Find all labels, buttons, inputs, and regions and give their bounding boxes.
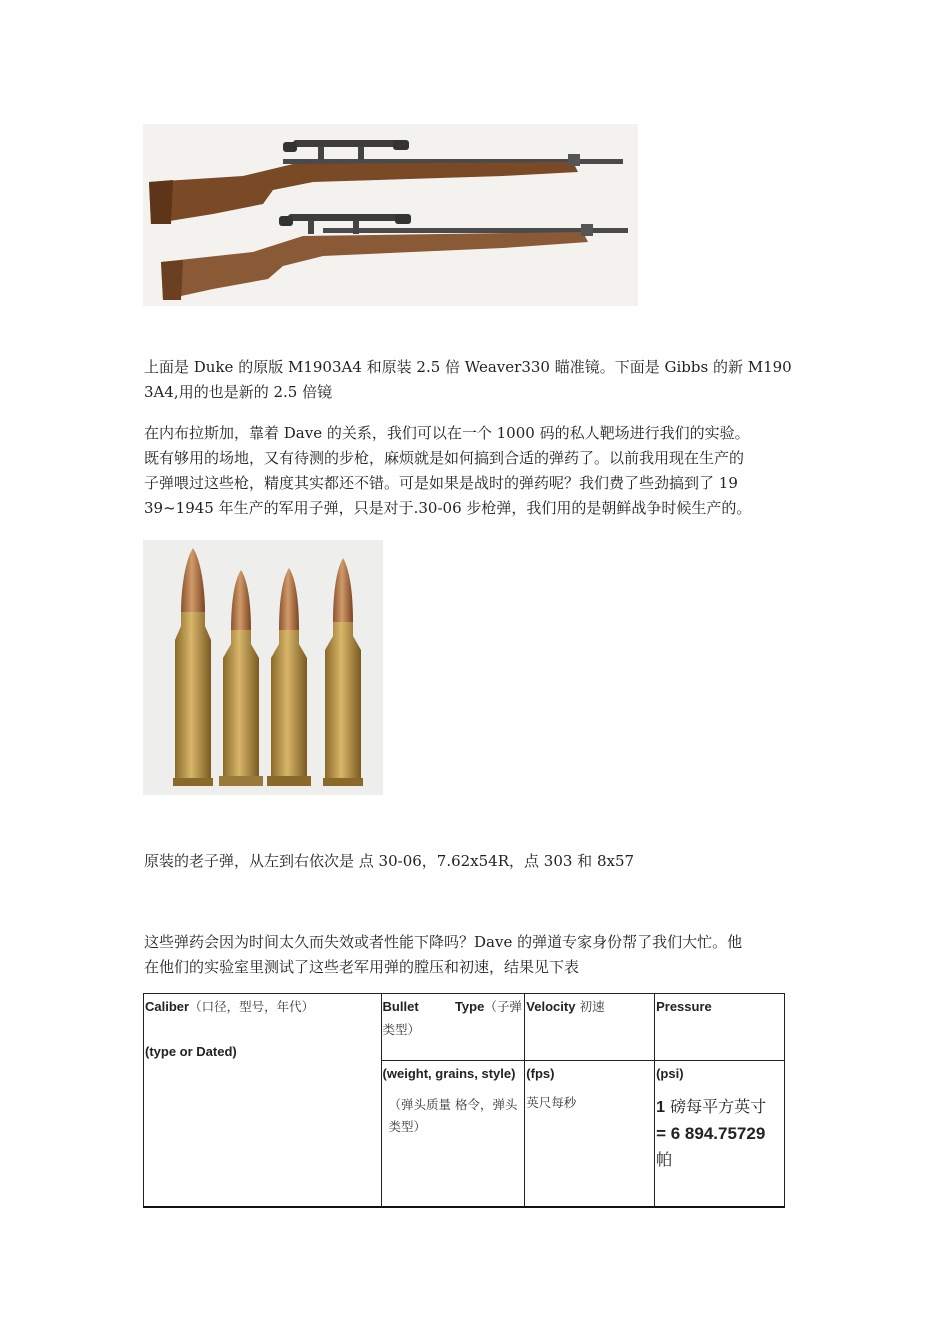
velocity-title-cn: 初速 [579,999,605,1014]
pressure-title: Pressure [656,999,712,1014]
pressure-conversion-value: = 6 894.75729 [656,1124,766,1143]
cartridges-illustration [143,540,383,795]
velocity-title: Velocity [526,999,576,1014]
bullet-title-b: Type [454,999,485,1014]
bullet-header-cell [381,994,525,1061]
caliber-subtitle: (type or Dated) [145,1044,237,1059]
paragraph-1-line-1: 上面是 Duke 的原版 M1903A4 和原装 2.5 倍 Weaver330 瞄准镜。下面是 Gibbs 的新 M190 [144,358,792,376]
velocity-subtitle-cn: 英尺每秒 [526,1095,577,1110]
paragraph-2-line-1: 在内布拉斯加，靠着 Dave 的关系，我们可以在一个 1000 码的私人靶场进行我们的实验。 [144,424,750,442]
caliber-title: Caliber [145,999,190,1014]
bullet-subtitle-cn: （弹头质量 格令，弹头类型） [388,1097,518,1134]
cartridges-caption: 原装的老子弹，从左到右依次是 点 30-06，7.62x54R，点 303 和 8x57 [144,852,635,870]
bullet-title-a: Bullet [382,999,419,1014]
pressure-conversion-unit: 帕 [656,1150,673,1169]
paragraph-2-line-4: 39~1945 年生产的军用子弹，只是对于.30-06 步枪弹，我们用的是朝鲜战争时候生产的。 [144,499,752,517]
cartridges-photo [143,540,383,795]
pressure-subtitle: (psi) [656,1066,684,1081]
bullet-subtitle: (weight, grains, style) [382,1066,516,1081]
velocity-sub-cell [525,1061,655,1207]
rifles-illustration [143,124,638,306]
paragraph-2-line-2: 既有够用的场地，又有待测的步枪，麻烦就是如何搞到合适的弹药了。以前我用现在生产的 [144,449,745,467]
pressure-conversion-number: 1 [656,1099,665,1116]
caliber-title-cn: （口径，型号，年代） [189,999,315,1014]
pressure-conversion-cn: 磅每平方英寸 [670,1097,767,1116]
pressure-sub-cell [655,1061,785,1207]
paragraph-1-line-2: 3A4,用的也是新的 2.5 倍镜 [144,383,333,401]
bullet-title-cn: （子弹类型） [382,999,522,1037]
velocity-header-cell [525,994,655,1061]
paragraph-2-line-3: 子弹喂过这些枪，精度其实都还不错。可是如果是战时的弹药呢？我们费了些劲搞到了 19 [144,474,738,492]
paragraph-3-line-1: 这些弹药会因为时间太久而失效或者性能下降吗？Dave 的弹道专家身份帮了我们大忙。他 [144,933,743,951]
paragraph-3-line-2: 在他们的实验室里测试了这些老军用弹的膛压和初速，结果见下表 [144,958,580,976]
velocity-subtitle: (fps) [526,1066,555,1081]
pressure-header-cell [655,994,785,1061]
ballistics-table [143,993,785,1208]
caliber-header-cell [144,994,382,1207]
bullet-sub-cell [381,1061,525,1207]
rifles-photo [143,124,638,306]
